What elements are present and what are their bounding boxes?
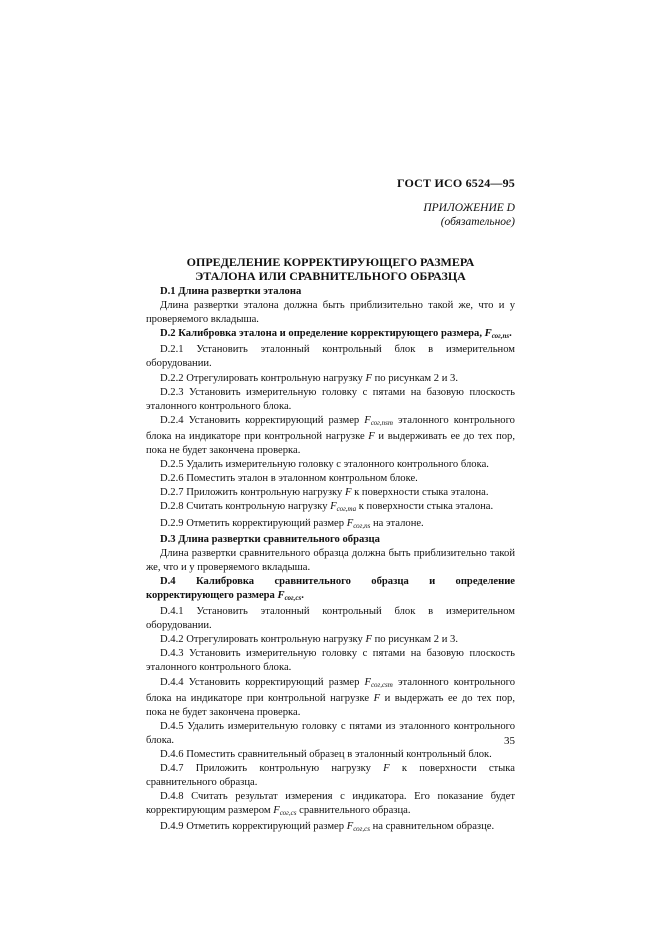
paragraph: D.4.7 Приложить контрольную нагрузку F к поверхности стыка сравнительного образца. [146, 763, 515, 789]
paragraph: D.2.4 Установить корректирующий размер $F_{сог,nsm}$ эталонного контрольного блока на индикаторе при контрольной нагрузке F и выдерживать ее до тех пор, пока не будет закончена проверка. [146, 414, 515, 457]
title-line-2: ЭТАЛОНА ИЛИ СРАВНИТЕЛЬНОГО ОБРАЗЦА [195, 269, 466, 283]
paragraph: Длина развертки эталона должна быть приблизительно такой же, что и у проверяемого вкладыша. [146, 300, 515, 326]
paragraph: D.4.2 Отрегулировать контрольную нагрузку F по рисункам 2 и 3. [160, 634, 458, 646]
page-title [146, 255, 515, 283]
paragraph: D.4.4 Установить корректирующий размер $F_{сог,csm}$ эталонного контрольного блока на индикаторе при контрольной нагрузке F и выдержать ее до тех пор, пока не будет закончена проверка. [146, 676, 515, 718]
appendix-type: (обязательное) [440, 216, 515, 228]
standard-code: ГОСТ ИСО 6524—95 [396, 176, 515, 190]
appendix-heading [423, 201, 515, 229]
paragraph: Длина развертки сравнительного образца должна быть приблизительно такой же, что и у проверяемого вкладыша. [146, 547, 515, 573]
section-heading: D.1 Длина развертки эталона [160, 286, 302, 297]
paragraph: D.2.6 Поместить эталон в эталонном контрольном блоке. [160, 473, 418, 485]
paragraph: D.2.9 Отметить корректирующий размер $F_{сог,ns}$ на эталоне. [160, 517, 424, 530]
paragraph: D.4.1 Установить эталонный контрольный блок в измерительном оборудовании. [146, 606, 515, 632]
section-heading: D.4 Калибровка сравнительного образца и определение корректирующего размера $F_{сог,cs}$. [146, 575, 515, 602]
paragraph: D.2.3 Установить измерительную головку с пятами на базовую плоскость эталонного контрольного блока. [146, 386, 515, 412]
paragraph: D.2.2 Отрегулировать контрольную нагрузку F по рисункам 2 и 3. [160, 372, 458, 384]
paragraph: D.2.1 Установить эталонный контрольный блок в измерительном оборудовании. [146, 344, 515, 370]
page-number: 35 [504, 735, 515, 747]
paragraph: D.4.9 Отметить корректирующий размер $F_{сог,cs}$ на сравнительном образце. [160, 821, 495, 834]
paragraph: D.2.8 Считать контрольную нагрузку $F_{сог,ma}$ к поверхности стыка эталона. [160, 501, 494, 514]
appendix-label: ПРИЛОЖЕНИЕ D [423, 202, 515, 214]
body-text [146, 285, 515, 837]
paragraph: D.4.3 Установить измерительную головку с пятами на базовую плоскость эталонного контрольного блока. [146, 648, 515, 674]
title-line-1: ОПРЕДЕЛЕНИЕ КОРРЕКТИРУЮЩЕГО РАЗМЕРА [186, 255, 475, 269]
paragraph: D.4.8 Считать результат измерения с индикатора. Его показание будет корректирующим размером $F_{сог,cs}$ сравнительного образца. [146, 791, 515, 818]
paragraph: D.2.5 Удалить измерительную головку с эталонного контрольного блока. [160, 459, 489, 471]
paragraph: D.2.7 Приложить контрольную нагрузку F к поверхности стыка эталона. [160, 487, 489, 499]
paragraph: D.4.5 Удалить измерительную головку с пятами из эталонного контрольного блока. [146, 720, 515, 746]
section-heading: D.3 Длина развертки сравнительного образца [160, 533, 380, 545]
paragraph: D.4.6 Поместить сравнительный образец в эталонный контрольный блок. [160, 749, 492, 760]
section-heading: D.2 Калибровка эталона и определение корректирующего размера, $F_{сог,ns}$. [160, 328, 512, 341]
